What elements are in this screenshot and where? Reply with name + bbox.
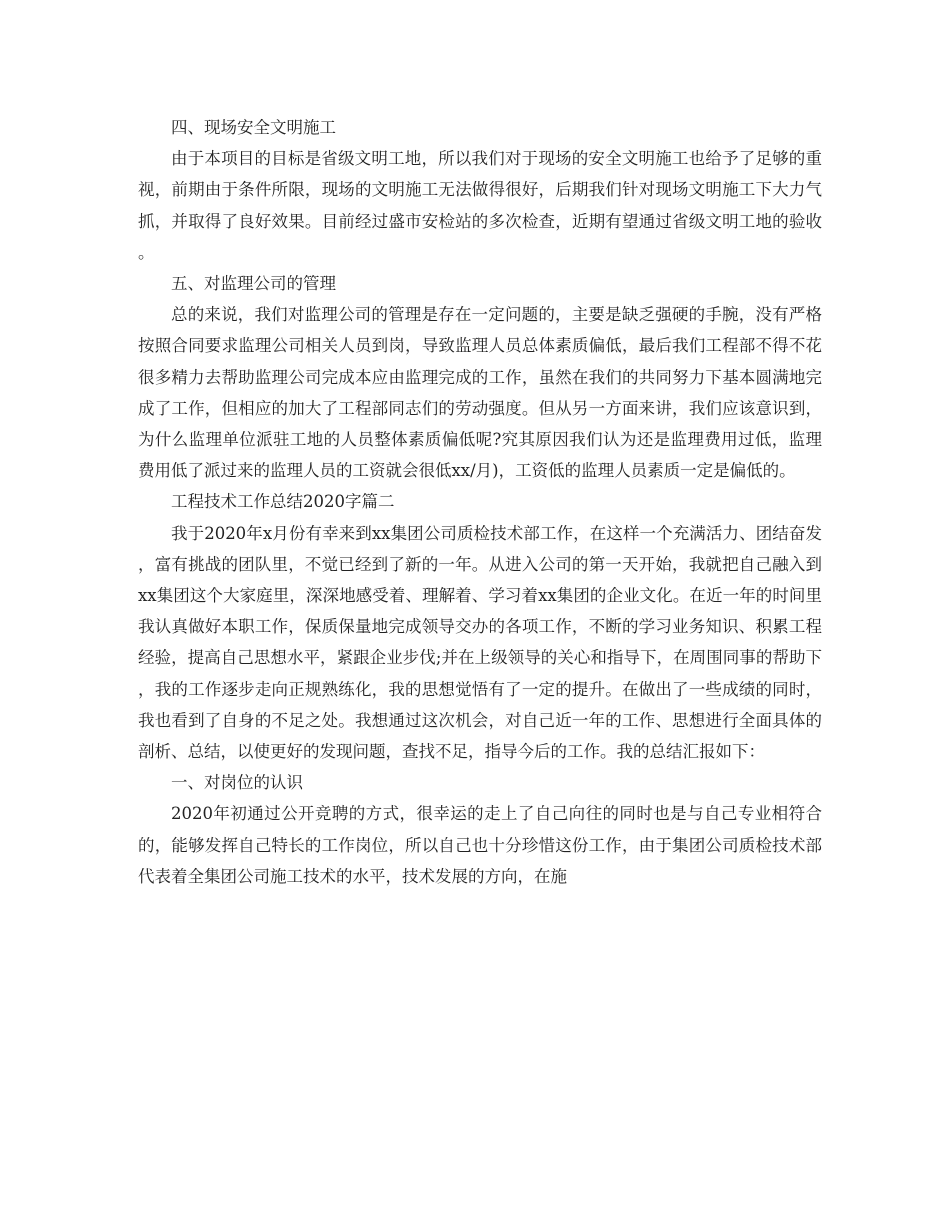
article-title-2: 工程技术工作总结2020字篇二 bbox=[171, 492, 395, 512]
document-page bbox=[138, 112, 822, 892]
paragraph-safety: 由于本项目的目标是省级文明工地，所以我们对于现场的安全文明施工也给予了足够的重视，前期由于条件所限，现场的文明施工无法做得很好，后期我们针对现场文明施工下大力气抓，并取得了良好效果。目前经过盛市安检站的多次检查，近期有望通过省级文明工地的验收。 bbox=[138, 149, 822, 262]
section-heading-4: 四、现场安全文明施工 bbox=[171, 118, 336, 137]
paragraph-intro: 我于2020年x月份有幸来到xx集团公司质检技术部工作，在这样一个充满活力、团结奋发，富有挑战的团队里，不觉已经到了新的一年。从进入公司的第一天开始，我就把自己融入到xx集团这个大家庭里，深深地感受着、理解着、学习着xx集团的企业文化。在近一年的时间里我认真做好本职工作，保质保量地完成领导交办的各项工作，不断的学习业务知识、积累工程经验，提高自己思想水平，紧跟企业步伐;并在上级领导的关心和指导下，在周围同事的帮助下，我的工作逐步走向正规熟练化，我的思想觉悟有了一定的提升。在做出了一些成绩的同时，我也看到了自身的不足之处。我想通过这次机会，对自己近一年的工作、思想进行全面具体的剖析、总结，以使更好的发现问题，查找不足，指导今后的工作。我的总结汇报如下： bbox=[138, 523, 822, 762]
paragraph-supervision: 总的来说，我们对监理公司的管理是存在一定问题的，主要是缺乏强硬的手腕，没有严格按照合同要求监理公司相关人员到岗，导致监理人员总体素质偏低，最后我们工程部不得不花很多精力去帮助监理公司完成本应由监理完成的工作，虽然在我们的共同努力下基本圆满地完成了工作，但相应的加大了工程部同志们的劳动强度。但从另一方面来讲，我们应该意识到，为什么监理单位派驻工地的人员整体素质偏低呢?究其原因我们认为还是监理费用过低，监理费用低了派过来的监理人员的工资就会很低xx/月)，工资低的监理人员素质一定是偏低的。 bbox=[138, 305, 822, 481]
paragraph-position: 2020年初通过公开竞聘的方式，很幸运的走上了自己向往的同时也是与自己专业相符合的，能够发挥自己特长的工作岗位，所以自己也十分珍惜这份工作，由于集团公司质检技术部代表着全集团公司施工技术的水平，技术发展的方向，在施 bbox=[138, 804, 822, 886]
section-heading-5: 五、对监理公司的管理 bbox=[171, 274, 336, 294]
section-heading-1: 一、对岗位的认识 bbox=[171, 773, 303, 793]
